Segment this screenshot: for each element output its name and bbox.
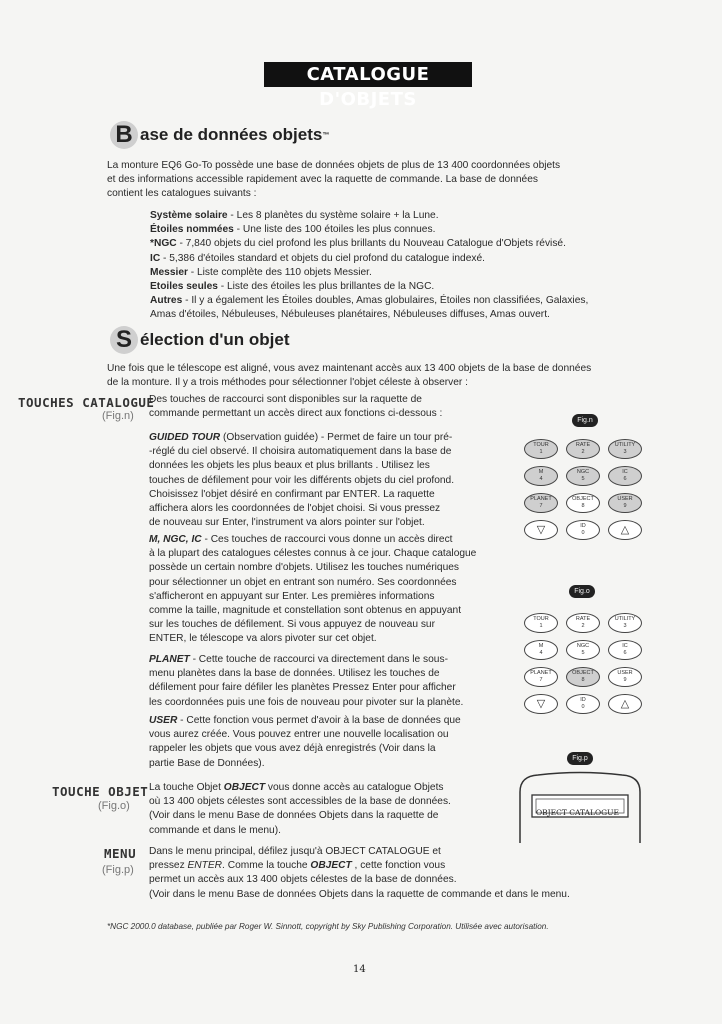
key-rate: RATE 2 — [566, 613, 600, 633]
page-title: CATALOGUE D'OBJETS — [264, 62, 472, 87]
heading-text: ase de données objets — [140, 125, 323, 144]
user-paragraph: USER - Cette fonction vous permet d'avoir à la base de données que vous aurez créée. Vous pouvez entrer une nouvelle localisation ou rappeler les objets que vous avez déjà enregistrés (Voir dans la partie Base de Données). — [149, 715, 461, 769]
text-line: commande permettant un accès direct aux fonctions ci-dessous : — [149, 408, 443, 420]
key-rate: RATE 2 — [566, 439, 600, 459]
fig-ref: (Fig.p) — [102, 864, 134, 876]
heading-initial: B — [110, 121, 138, 149]
key-down-arrow: ▽ — [524, 694, 558, 714]
list-item: Autres - Il y a également les Étoiles doubles, Amas globulaires, Étoiles non classifiées, Galaxies, — [150, 295, 589, 307]
list-item: Etoiles seules - Liste des étoiles les plus brillantes de la NGC. — [150, 281, 435, 293]
key-object: OBJECT 8 — [566, 667, 600, 687]
key-ic: IC 6 — [608, 640, 642, 660]
text-line: de la monture. Il y a trois méthodes pour sélectionner l'objet céleste à observer : — [107, 377, 468, 389]
text-line: Une fois que le télescope est aligné, vous avez maintenant accès aux 13 400 objets de la base de données — [107, 363, 592, 374]
intro-paragraph — [107, 159, 687, 202]
list-item: IC - 5,386 d'étoiles standard et objets du ciel profond du catalogue indexé. — [150, 252, 485, 264]
list-item: Étoiles nommées - Une liste des 100 étoiles les plus connues. — [150, 224, 436, 236]
menu-paragraph: Dans le menu principal, défilez jusqu'à OBJECT CATALOGUE et pressez ENTER. Comme la touche OBJECT , cette fonction vous permet un accès aux 13 400 objets célestes de la base de données. (Voir dans le menu Base de données Objets dans la raquette de commande et dans le menu. — [149, 846, 570, 900]
guided-tour-paragraph: GUIDED TOUR (Observation guidée) - Permet de faire un tour pré- -réglé du ciel observé. Il choisira automatiquement dans la base de données les objets les plus beaux et plus brillants . Utilisez les touches de défilement pour voir les différents objets du ciel profond. Choisissez l'objet désiré en confirmant par ENTER. La raquette affichera alors les coordonnées de l'objet choisi. Si vous pressez de nouveau sur Enter, l'instrument va alors pointer sur l'objet. — [149, 432, 455, 529]
planet-paragraph: PLANET - Cette touche de raccourci va directement dans le sous- menu planètes dans la base de données. Utilisez les touches de défilement pour faire défiler les planètes Pressez Enter pour afficher les coordonnées puis une fois de nouveau pour pivoter sur la planète. — [149, 654, 464, 708]
key-planet: PLANET 7 — [524, 667, 558, 687]
touches-intro — [149, 393, 519, 421]
key-up-arrow: △ — [608, 694, 642, 714]
key-ngc: NGC 5 — [566, 640, 600, 660]
key-tour: TOUR 1 — [524, 613, 558, 633]
touche-objet-paragraph: La touche Objet OBJECT vous donne accès au catalogue Objets où 13 400 objets célestes sont accessibles de la base de données. (Voir dans le menu Base de données Objets dans la raquette de commande et dans le menu). — [149, 782, 451, 836]
side-label-touches-catalogue: TOUCHES CATALOGUE — [18, 395, 155, 410]
mngc-paragraph: M, NGC, IC - Ces touches de raccourci vous donne un accès direct à la plupart des catalogues célestes connus à ce jour. Chaque catalogue possède un certain nombre d'objets. Utilisez les touches numériques pour sélectionner un objet en entrant son numéro. Ses coordonnées s'afficheront en appuyant sur Enter. Les premières informations comme la taille, magnitude et constellation sont obtenus en appuyant sur les touches de défilement. Si vous appuyez de nouveau sur ENTER, le télescope va alors pivoter sur cet objet. — [149, 534, 477, 645]
fig-p-tag: Fig.p — [567, 752, 593, 765]
key-utility: UTILITY 3 — [608, 613, 642, 633]
key-object: OBJECT 8 — [566, 493, 600, 513]
list-item: Messier - Liste complète des 110 objets Messier. — [150, 266, 372, 278]
side-label-touche-objet: TOUCHE OBJET — [52, 784, 149, 799]
catalog-list — [150, 209, 680, 323]
footnote: *NGC 2000.0 database, publiée par Roger W. Sinnott, copyright by Sky Publishing Corporation. Utilisée avec autorisation. — [107, 922, 549, 931]
page-number: 14 — [353, 964, 366, 975]
key-utility: UTILITY 3 — [608, 439, 642, 459]
key-up-arrow: △ — [608, 520, 642, 540]
selection-intro — [107, 362, 697, 390]
heading-text: élection d'un objet — [140, 330, 290, 349]
key-ic: IC 6 — [608, 466, 642, 486]
fig-n-tag: Fig.n — [572, 414, 598, 427]
key-m: M 4 — [524, 466, 558, 486]
list-item: Système solaire - Les 8 planètes du système solaire + la Lune. — [150, 210, 439, 221]
list-item-cont: Amas d'étoiles, Nébuleuses, Nébuleuses planétaires, Nébuleuses diffuses, Amas ouvert. — [150, 309, 550, 321]
list-item: *NGC - 7,840 objets du ciel profond les plus brillants du Nouveau Catalogue d'Objets révisé. — [150, 238, 566, 250]
key-m: M 4 — [524, 640, 558, 660]
keypad-fig-n — [522, 436, 644, 541]
keypad-fig-o — [522, 610, 644, 715]
heading-initial: S — [110, 326, 138, 354]
fig-ref: (Fig.n) — [102, 410, 134, 422]
key-id: ID 0 — [566, 694, 600, 714]
trademark: ™ — [322, 131, 330, 139]
lcd-text: OBJECT CATALOGUE — [536, 808, 619, 817]
key-planet: PLANET 7 — [524, 493, 558, 513]
fig-o-tag: Fig.o — [569, 585, 595, 598]
key-down-arrow: ▽ — [524, 520, 558, 540]
fig-ref: (Fig.o) — [98, 800, 130, 812]
key-tour: TOUR 1 — [524, 439, 558, 459]
key-ngc: NGC 5 — [566, 466, 600, 486]
key-user: USER 9 — [608, 493, 642, 513]
text-line: La monture EQ6 Go-To possède une base de données objets de plus de 13 400 coordonnées objets — [107, 160, 561, 171]
text-line: Des touches de raccourci sont disponibles sur la raquette de — [149, 394, 422, 405]
text-line: contient les catalogues suivants : — [107, 188, 257, 200]
key-user: USER 9 — [608, 667, 642, 687]
section-heading-selection — [110, 326, 290, 354]
section-heading-base — [110, 121, 329, 149]
key-id: ID 0 — [566, 520, 600, 540]
text-line: et des informations accessible rapidement avec la raquette de commande. La base de données — [107, 174, 538, 186]
side-label-menu: MENU — [104, 846, 137, 861]
